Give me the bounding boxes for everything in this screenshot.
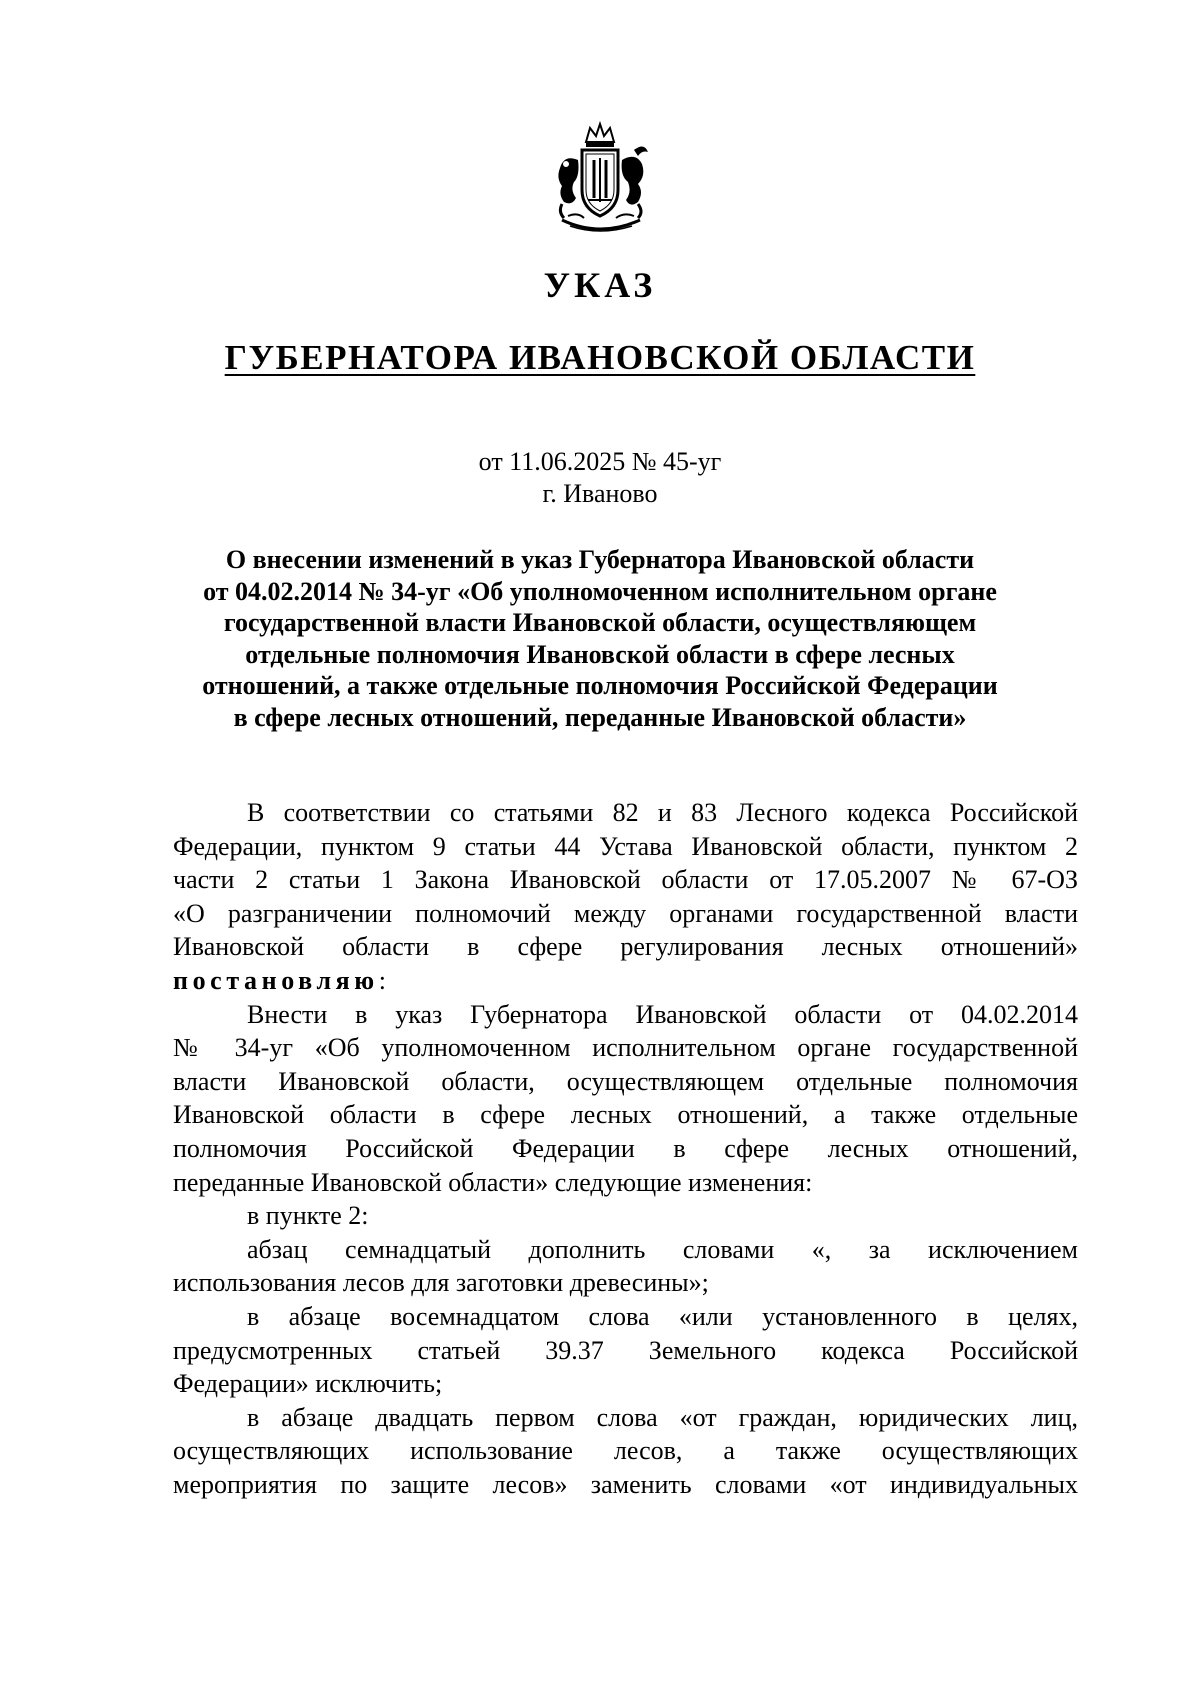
decree-date-number: от 11.06.2025 № 45-уг xyxy=(478,447,722,476)
heading-line: отдельные полномочия Ивановской области в сфере лесных xyxy=(245,639,955,669)
body-line: «О разграничении полномочий между органами государственной власти xyxy=(173,898,1078,928)
body-line: власти Ивановской области, осуществляющем отдельные полномочия xyxy=(173,1066,1078,1096)
decree-meta xyxy=(0,446,1200,510)
body-line: переданные Ивановской области» следующие изменения: xyxy=(173,1167,813,1197)
body-line: Внести в указ Губернатора Ивановской области от 04.02.2014 xyxy=(247,999,1078,1029)
decree-title: УКАЗ xyxy=(543,265,657,305)
body-line: Федерации, пунктом 9 статьи 44 Устава Ивановской области, пунктом 2 xyxy=(173,831,1078,861)
body-line: части 2 статьи 1 Закона Ивановской области от 17.05.2007 № 67-ОЗ xyxy=(173,865,1078,895)
issuer-title-text: ГУБЕРНАТОРА ИВАНОВСКОЙ ОБЛАСТИ xyxy=(224,338,976,377)
body-line: В соответствии со статьями 82 и 83 Лесного кодекса Российской xyxy=(247,798,1078,827)
body-line: мероприятия по защите лесов» заменить словами «от индивидуальных xyxy=(173,1469,1078,1499)
body-line: абзац семнадцатый дополнить словами «, за исключением xyxy=(247,1234,1078,1264)
body-line: полномочия Российской Федерации в сфере лесных отношений, xyxy=(173,1133,1078,1163)
body-line: Ивановской области в сфере регулирования лесных отношений» xyxy=(173,932,1078,962)
body-line: предусмотренных статьей 39.37 Земельного кодекса Российской xyxy=(173,1335,1078,1365)
body-line: в абзаце двадцать первом слова «от граждан, юридических лиц, xyxy=(247,1402,1078,1432)
decree-city: г. Иваново xyxy=(542,479,658,508)
body-line: использования лесов для заготовки древесины»; xyxy=(173,1268,709,1298)
heading-line: от 04.02.2014 № 34-уг «Об уполномоченном исполнительном органе xyxy=(203,576,997,606)
resolution-line xyxy=(173,964,1078,998)
body-line: в пункте 2: xyxy=(247,1201,369,1231)
decree-heading xyxy=(150,544,1050,733)
body-line: Федерации» исключить; xyxy=(173,1369,443,1399)
body-line: осуществляющих использование лесов, а также осуществляющих xyxy=(173,1436,1078,1466)
heading-line: отношений, а также отдельные полномочия Российской Федерации xyxy=(202,671,998,700)
coat-of-arms-emblem xyxy=(548,120,653,238)
body-line: в абзаце восемнадцатом слова «или установленного в целях, xyxy=(247,1301,1078,1331)
issuer-title xyxy=(0,338,1200,378)
body-line: № 34-уг «Об уполномоченном исполнительном органе государственной xyxy=(173,1033,1078,1063)
heading-line: О внесении изменений в указ Губернатора Ивановской области xyxy=(225,545,975,574)
resolution-colon: : xyxy=(378,965,386,995)
decree-body xyxy=(173,796,1078,1501)
heading-line: в сфере лесных отношений, переданные Ивановской области» xyxy=(233,702,967,732)
resolution-word: постановляю xyxy=(173,965,379,995)
body-line: Ивановской области в сфере лесных отношений, а также отдельные xyxy=(173,1100,1078,1130)
heading-line: государственной власти Ивановской области, осуществляющем xyxy=(223,608,977,637)
